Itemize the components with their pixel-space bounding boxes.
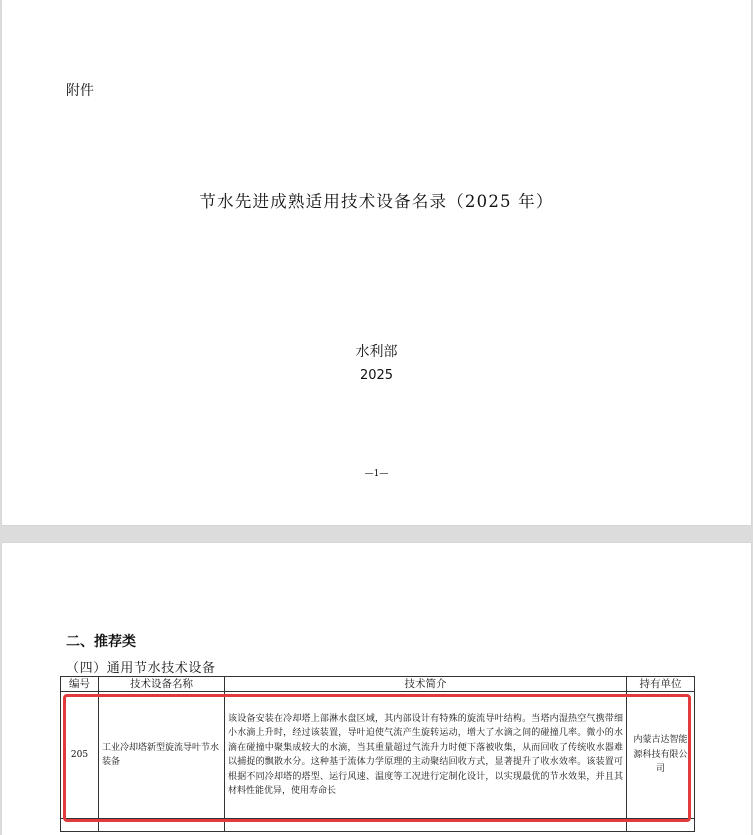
attachment-label: 附件 (66, 83, 94, 99)
section-heading: 二、推荐类 (66, 634, 136, 650)
table-row (61, 692, 695, 819)
cell-holder: 内蒙古达智能源科技有限公司 (627, 692, 695, 819)
table-header-row (61, 677, 695, 692)
document-year: 2025 (359, 368, 394, 383)
header-description: 技术简介 (225, 677, 627, 692)
document-page-2 (2, 543, 751, 835)
document-page-1 (2, 0, 751, 525)
header-name: 技术设备名称 (99, 677, 225, 692)
equipment-table (60, 676, 695, 832)
table-row-partial (61, 819, 695, 832)
cell-name: 工业冷却塔新型旋流导叶节水装备 (99, 692, 225, 819)
document-title: 节水先进成熟适用技术设备名录（2025 年） (199, 192, 554, 211)
cell-description: 该设备安装在冷却塔上部淋水盘区域，其内部设计有特殊的旋流导叶结构。当塔内湿热空气携带细小水滴上升时，经过该装置，导叶迫使气流产生旋转运动，增大了水滴之间的碰撞几率。微小的水滴在碰撞中聚集成较大的水滴，当其重量超过气流升力时便下落被收集，从而回收了传统收水器难以捕捉的飘散水分。这种基于流体力学原理的主动聚结回收方式，显著提升了收水效率。该装置可根据不同冷却塔的塔型、运行风速、温度等工况进行定制化设计，以实现最优的节水效果，并且其材料性能优异，使用寿命长 (225, 692, 627, 819)
page-number: —1— (364, 469, 389, 479)
cell-no: 205 (61, 692, 99, 819)
subsection-heading: （四）通用节水技术设备 (66, 661, 216, 676)
issuer-name: 水利部 (355, 344, 398, 360)
header-holder: 持有单位 (627, 677, 695, 692)
header-no: 编号 (61, 677, 99, 692)
